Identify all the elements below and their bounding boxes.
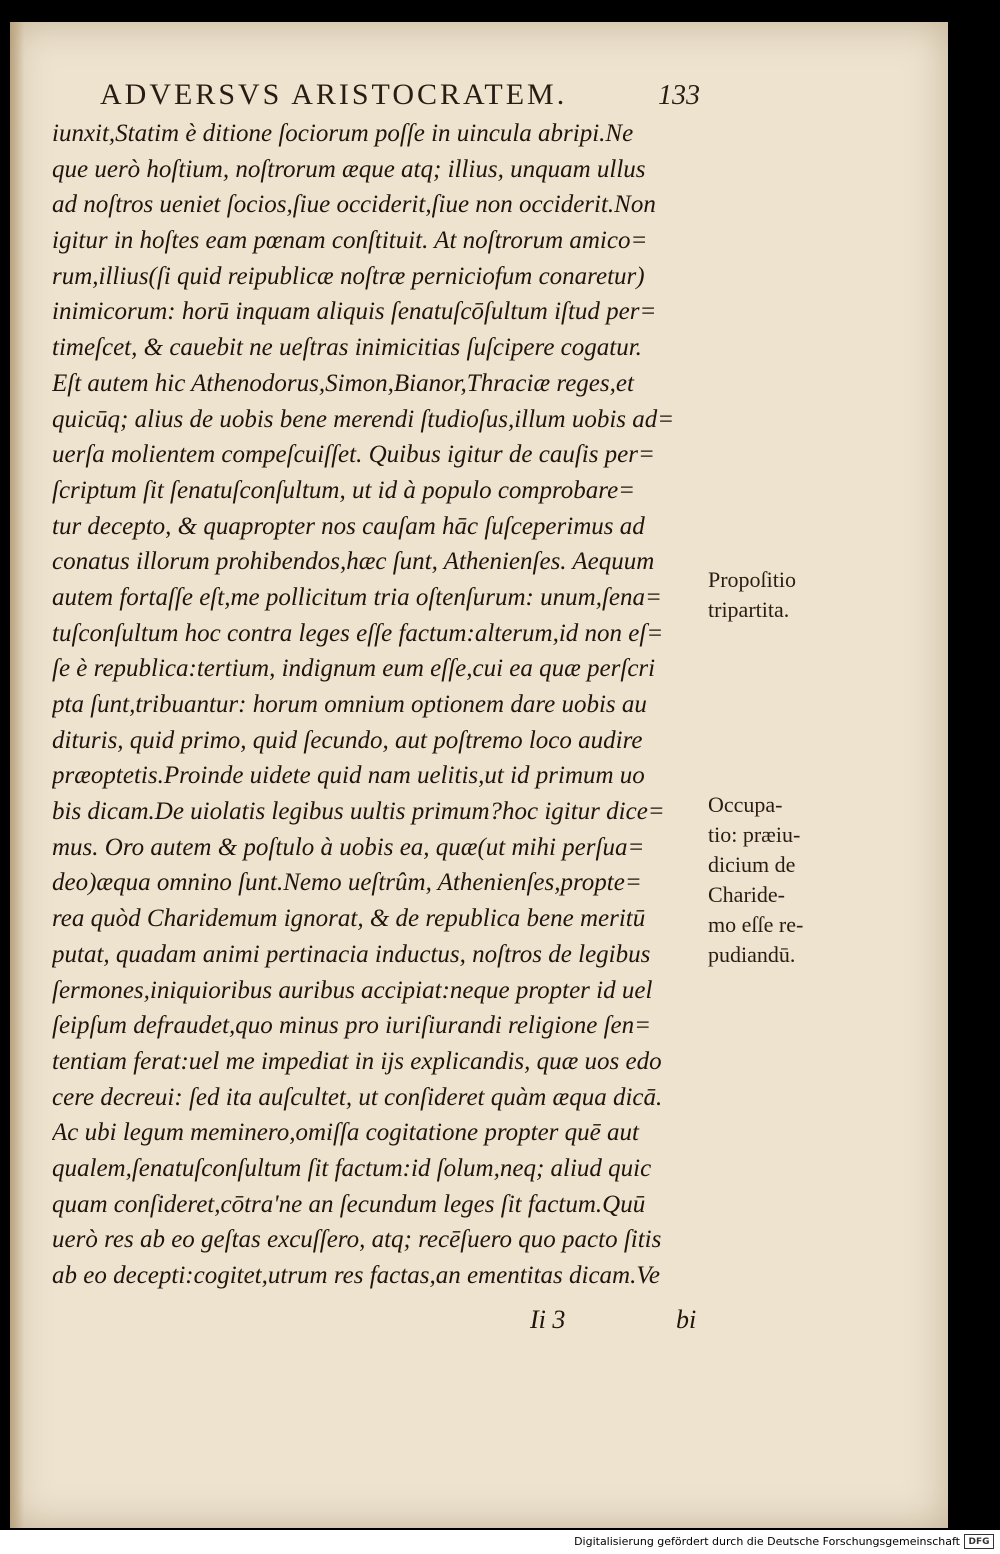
text-line: præoptetis.Proinde uidete quid nam uelitis,ut id primum uo xyxy=(52,762,645,790)
funding-credit: Digitalisierung gefördert durch die Deutsche Forschungsgemeinschaft xyxy=(574,1535,960,1548)
text-line: deo)æqua omnino ſunt.Nemo ueſtrûm, Athenienſes,propte= xyxy=(52,869,642,897)
dfg-logo-icon: DFG xyxy=(964,1534,994,1549)
signature-mark: Ii 3 xyxy=(530,1305,566,1334)
page-gutter-shadow xyxy=(10,22,24,1528)
margin-note-line: tripartita. xyxy=(708,597,790,622)
catchword: bi xyxy=(676,1305,697,1334)
margin-note-occupatio xyxy=(708,790,803,970)
text-line: tur decepto, & quapropter nos cauſam hāc ſuſceperimus ad xyxy=(52,512,645,540)
margin-note-line: pudiandū. xyxy=(708,942,796,967)
text-line: mus. Oro autem & poſtulo à uobis ea, quæ(ut mihi perſua= xyxy=(52,833,645,861)
body-text xyxy=(52,116,702,1294)
text-line: ſermones,iniquioribus auribus accipiat:neque propter id uel xyxy=(52,976,653,1004)
text-line: que uerò hoſtium, noſtrorum æque atq; illius, unquam ullus xyxy=(52,155,646,183)
text-line: timeſcet, & cauebit ne ueſtras inimicitias ſuſcipere cogatur. xyxy=(52,334,642,362)
text-line: pta ſunt,tribuantur: horum omnium optionem dare uobis au xyxy=(52,691,647,718)
text-line: quicūq; alius de uobis bene merendi ſtudioſus,illum uobis ad= xyxy=(52,405,675,433)
margin-note-line: tio: præiu- xyxy=(708,822,801,847)
text-line: ad noſtros ueniet ſocios,ſiue occiderit,ſiue non occiderit.Non xyxy=(52,191,656,219)
text-line: tentiam ferat:uel me impediat in ijs explicandis, quæ uos edo xyxy=(52,1047,662,1075)
text-line: conatus illorum prohibendos,hæc ſunt, Athenienſes. Aequum xyxy=(52,548,655,576)
text-line: uerò res ab eo geſtas excuſſero, atq; recēſuero quo pacto ſitis xyxy=(52,1226,662,1254)
text-line: tuſconſultum hoc contra leges eſſe factum:alterum,id non eſ= xyxy=(52,619,664,647)
footer-bar xyxy=(0,1530,1000,1554)
margin-note-line: dicium de xyxy=(708,852,796,877)
text-line: putat, quadam animi pertinacia inductus, noſtros de legibus xyxy=(52,940,651,968)
text-line: cere decreui: ſed ita auſcultet, ut conſideret quàm æqua dicā. xyxy=(52,1083,663,1111)
margin-note-line: Occupa- xyxy=(708,792,783,817)
text-line: igitur in hoſtes eam pœnam conſtituit. At noſtrorum amico= xyxy=(52,227,648,255)
text-line: ab eo decepti:cogitet,utrum res factas,an ementitas dicam.Ve xyxy=(52,1262,660,1289)
text-line: Eſt autem hic Athenodorus,Simon,Bianor,Thraciæ reges,et xyxy=(52,369,634,397)
text-line: ſcriptum ſit ſenatuſconſultum, ut id à populo comprobare= xyxy=(52,476,636,504)
margin-note-line: Propoſitio xyxy=(708,567,797,592)
text-line: qualem,ſenatuſconſultum ſit factum:id ſolum,neq; aliud quic xyxy=(52,1154,652,1182)
text-line: dituris, quid primo, quid ſecundo, aut poſtremo loco audire xyxy=(52,726,643,754)
running-head: ADVERSVS ARISTOCRATEM. xyxy=(100,78,568,111)
text-line: autem fortaſſe eſt,me pollicitum tria oſtenſurum: unum,ſena= xyxy=(52,583,662,611)
margin-note-line: Charide- xyxy=(708,882,785,907)
text-line: ſeipſum defraudet,quo minus pro iuriſiurandi religione ſen= xyxy=(52,1012,652,1040)
text-line: Ac ubi legum meminero,omiſſa cogitatione propter quē aut xyxy=(52,1119,639,1147)
text-line: quam conſideret,cōtra'ne an ſecundum leges ſit factum.Quū xyxy=(52,1190,646,1218)
text-line: inimicorum: horū inquam aliquis ſenatuſcōſultum iſtud per= xyxy=(52,298,657,326)
margin-note-propositio xyxy=(708,565,796,625)
text-line: bis dicam.De uiolatis legibus uultis primum?hoc igitur dice= xyxy=(52,798,665,826)
page-number: 133 xyxy=(658,80,700,111)
text-line: uerſa molientem compeſcuiſſet. Quibus igitur de cauſis per= xyxy=(52,441,655,469)
text-line: rea quòd Charidemum ignorat, & de republica bene meritū xyxy=(52,905,646,933)
text-line: iunxit,Statim è ditione ſociorum poſſe in uincula abripi.Ne xyxy=(52,120,634,147)
margin-note-line: mo eſſe re- xyxy=(708,912,804,937)
text-line: ſe è republica:tertium, indignum eum eſſe,cui ea quæ perſcri xyxy=(52,655,656,683)
text-line: rum,illius(ſi quid reipublicæ noſtræ perniciofum conaretur) xyxy=(52,262,645,290)
